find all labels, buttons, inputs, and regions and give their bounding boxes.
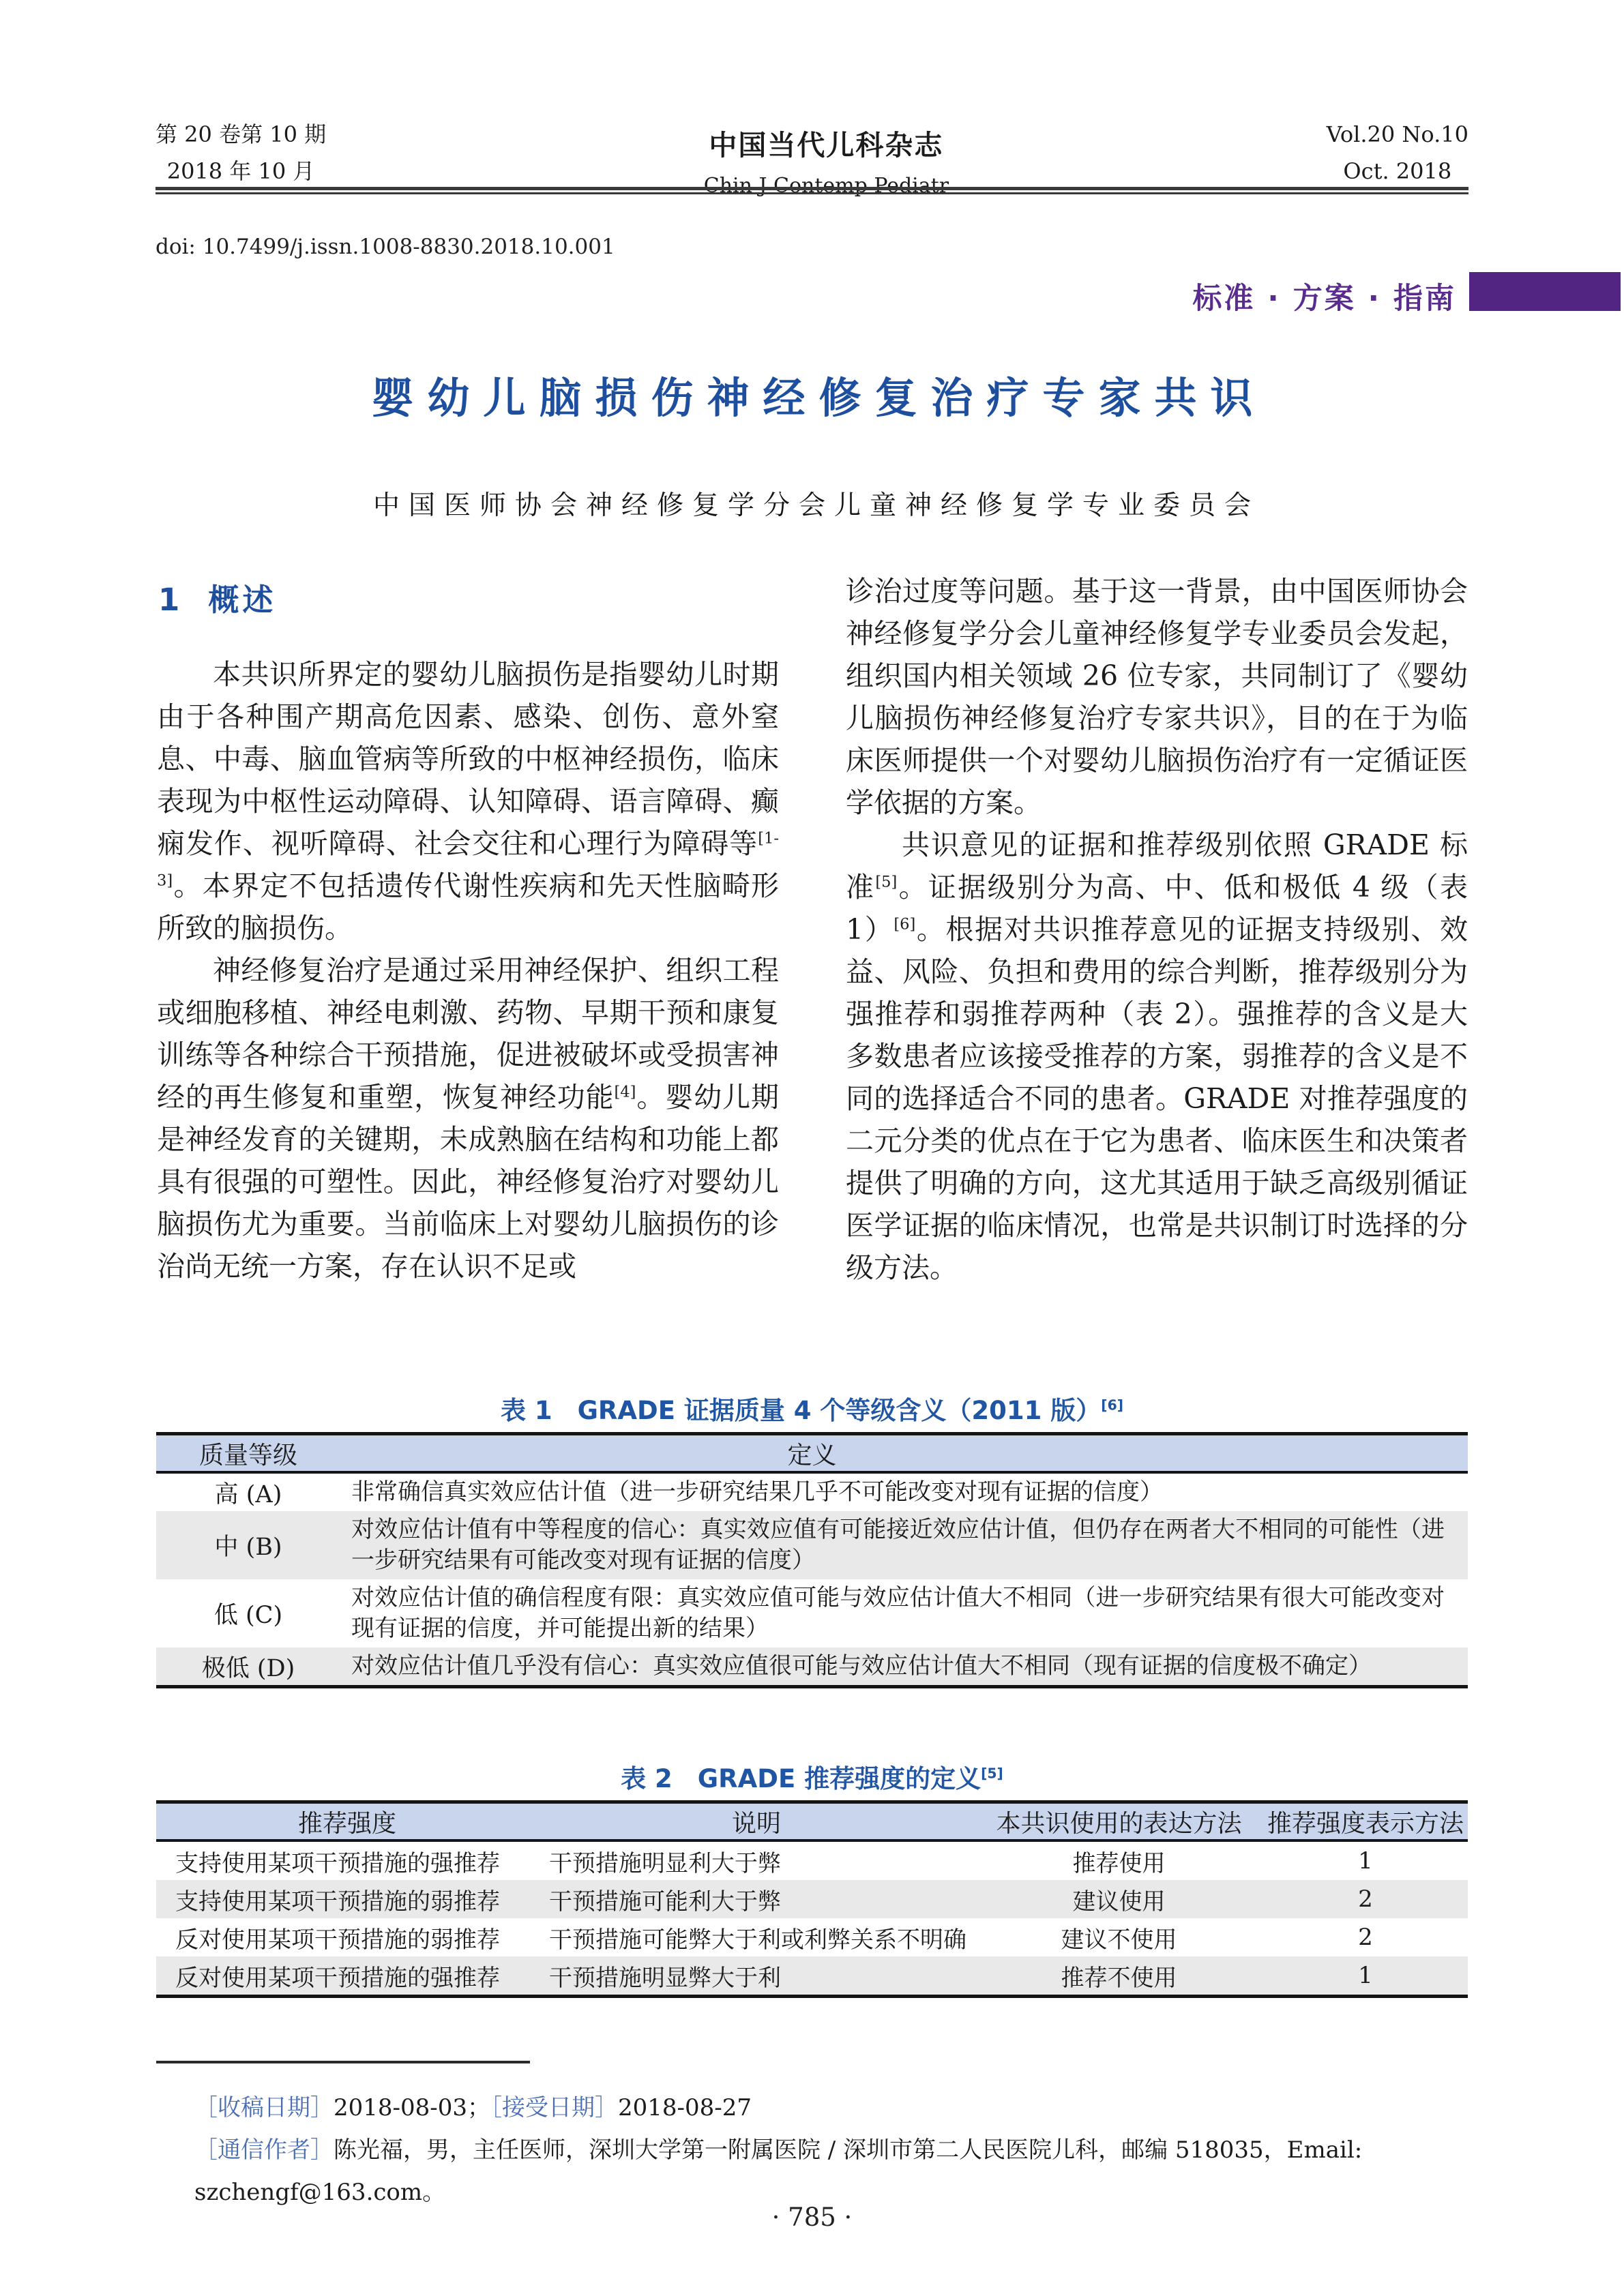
table-cell: 反对使用某项干预措施的强推荐	[175, 1964, 500, 1992]
table-row	[156, 1511, 1468, 1579]
paragraph: 诊治过度等问题。基于这一背景，由中国医师协会神经修复学分会儿童神经修复学专业委员会发起，组织国内相关领域 26 位专家，共同制订了《婴幼儿脑损伤神经修复治疗专家共识》，目的在于为临床医师提供一个对婴幼儿脑损伤治疗有一定循证医学依据的方案。	[846, 575, 1468, 819]
table-row	[156, 1880, 1468, 1918]
table-cell-grade: 高 (A)	[214, 1480, 282, 1508]
table-cell-definition: 非常确信真实效应估计值（进一步研究结果几乎不可能改变对现有证据的信度）	[351, 1478, 1163, 1506]
corresponding-author-info: 陈光福，男，主任医师，深圳大学第一附属医院 / 深圳市第二人民医院儿科，邮编 518035，Email: szchengf@163.com。	[194, 2136, 1363, 2206]
masthead-divider	[156, 187, 1468, 194]
table-cell: 干预措施明显弊大于利	[549, 1964, 781, 1992]
table1-header-row	[156, 1435, 1468, 1474]
journal-title-en: Chin J Contemp Pediatr	[703, 174, 949, 198]
table-cell: 支持使用某项干预措施的弱推荐	[175, 1888, 500, 1915]
table-row	[156, 1648, 1468, 1685]
table-cell: 推荐不使用	[1061, 1964, 1177, 1992]
doi-text: doi: 10.7499/j.issn.1008-8830.2018.10.001	[156, 235, 615, 259]
accepted-date-label: ［接受日期］	[490, 2094, 619, 2121]
article-author: 中国医师协会神经修复学分会儿童神经修复学专业委员会	[372, 490, 1260, 521]
table2-header-row	[156, 1804, 1468, 1842]
journal-title-cn: 中国当代儿科杂志	[709, 129, 944, 162]
table-cell-definition: 对效应估计值的确信程度有限：真实效应值可能与效应估计值大不相同（进一步研究结果有很大可能改变对现有证据的信度，并可能提出新的结果）	[351, 1584, 1445, 1642]
table-cell-grade: 中 (B)	[214, 1534, 282, 1561]
table1-header-definition: 定义	[787, 1441, 837, 1470]
section-title: 概述	[208, 582, 277, 618]
footnotes	[156, 2087, 1473, 2213]
table-cell: 反对使用某项干预措施的弱推荐	[175, 1926, 500, 1954]
table-cell: 推荐使用	[1072, 1849, 1166, 1877]
issue-en: Vol.20 No.10	[1326, 121, 1468, 147]
accepted-date: 2018-08-27	[618, 2094, 752, 2121]
body-column-right	[846, 570, 1468, 1289]
table-cell: 干预措施明显利大于弊	[549, 1849, 781, 1877]
page-number: · 785 ·	[771, 2203, 853, 2232]
purple-banner-block	[1469, 272, 1621, 311]
table2-title: 表 2 GRADE 推荐强度的定义[5]	[621, 1764, 1003, 1793]
table2	[156, 1800, 1468, 1998]
table1	[156, 1432, 1468, 1688]
received-date-label: ［收稿日期］	[194, 2094, 334, 2121]
paragraph: 神经修复治疗是通过采用神经保护、组织工程或细胞移植、神经电刺激、药物、早期干预和康复训练等各种综合干预措施，促进被破坏或受损害神经的再生修复和重塑，恢复神经功能[4]。婴幼儿期是神经发育的关键期，未成熟脑在结构和功能上都具有很强的可塑性。因此，神经修复治疗对婴幼儿脑损伤尤为重要。当前临床上对婴幼儿脑损伤的诊治尚无统一方案，存在认识不足或	[157, 954, 780, 1283]
table-row	[156, 1842, 1468, 1880]
table-cell: 1	[1358, 1847, 1373, 1875]
date-cn: 2018 年 10 月	[166, 158, 315, 184]
received-date: 2018-08-03；	[334, 2094, 491, 2121]
table2-header-strength: 推荐强度	[297, 1809, 396, 1838]
table-cell: 建议不使用	[1061, 1926, 1177, 1954]
table-row	[156, 1918, 1468, 1956]
table-cell: 建议使用	[1072, 1888, 1166, 1915]
table1-header-grade: 质量等级	[198, 1441, 297, 1470]
table-cell-definition: 对效应估计值几乎没有信心：真实效应值很可能与效应估计值大不相同（现有证据的信度极不确定）	[351, 1652, 1372, 1680]
table-cell-grade: 低 (C)	[213, 1602, 283, 1629]
footnote-divider	[156, 2061, 530, 2063]
footnote-dates	[156, 2087, 1473, 2129]
table-cell: 干预措施可能利大于弊	[549, 1888, 781, 1915]
table2-header-notation: 推荐强度表示方法	[1267, 1809, 1464, 1838]
table-cell: 1	[1358, 1962, 1373, 1989]
table-row	[156, 1956, 1468, 1995]
table-cell-grade: 极低 (D)	[201, 1654, 295, 1682]
paragraph: 本共识所界定的婴幼儿脑损伤是指婴幼儿时期由于各种围产期高危因素、感染、创伤、意外窒息、中毒、脑血管病等所致的中枢神经损伤，临床表现为中枢性运动障碍、认知障碍、语言障碍、癫痫发作、视听障碍、社会交往和心理行为障碍等[1-3]。本界定不包括遗传代谢性疾病和先天性脑畸形所致的脑损伤。	[157, 658, 779, 944]
paragraph: 共识意见的证据和推荐级别依照 GRADE 标准[5]。证据级别分为高、中、低和极低 4 级（表 1）[6]。根据对共识推荐意见的证据支持级别、效益、风险、负担和费用的综合判断，推荐级别分为强推荐和弱推荐两种（表 2）。强推荐的含义是大多数患者应该接受推荐的方案，弱推荐的含义是不同的选择适合不同的患者。GRADE 对推荐强度的二元分类的优点在于它为患者、临床医生和决策者提供了明确的方向，这尤其适用于缺乏高级别循证医学证据的临床情况，也常是共识制订时选择的分级方法。	[846, 829, 1468, 1284]
table-cell: 支持使用某项干预措施的强推荐	[175, 1849, 500, 1877]
masthead-left	[156, 123, 326, 183]
column-tag: 标准 · 方案 · 指南	[1192, 282, 1456, 316]
table-cell: 干预措施可能弊大于利或利弊关系不明确	[549, 1926, 966, 1954]
issue-cn: 第 20 卷第 10 期	[156, 121, 327, 147]
table-cell: 2	[1358, 1885, 1373, 1913]
footnote-corresponding-author	[156, 2129, 1473, 2213]
body-column-left	[157, 653, 779, 1287]
table2-header-expression: 本共识使用的表达方法	[996, 1809, 1242, 1838]
section-number: 1	[158, 582, 180, 618]
masthead-right	[1327, 123, 1468, 183]
table2-header-explanation: 说明	[731, 1809, 781, 1838]
table-cell: 2	[1358, 1924, 1373, 1951]
table1-title: 表 1 GRADE 证据质量 4 个等级含义（2011 版）[6]	[500, 1396, 1124, 1425]
section-heading	[158, 575, 276, 619]
corresponding-author-label: ［通信作者］	[194, 2136, 334, 2164]
table-row	[156, 1474, 1468, 1511]
article-title: 婴幼儿脑损伤神经修复治疗专家共识	[371, 373, 1267, 423]
date-en: Oct. 2018	[1343, 158, 1452, 184]
table-row	[156, 1579, 1468, 1648]
table-cell-definition: 对效应估计值有中等程度的信心：真实效应值有可能接近效应估计值，但仍存在两者大不相同的可能性（进一步研究结果有可能改变对现有证据的信度）	[351, 1516, 1445, 1574]
